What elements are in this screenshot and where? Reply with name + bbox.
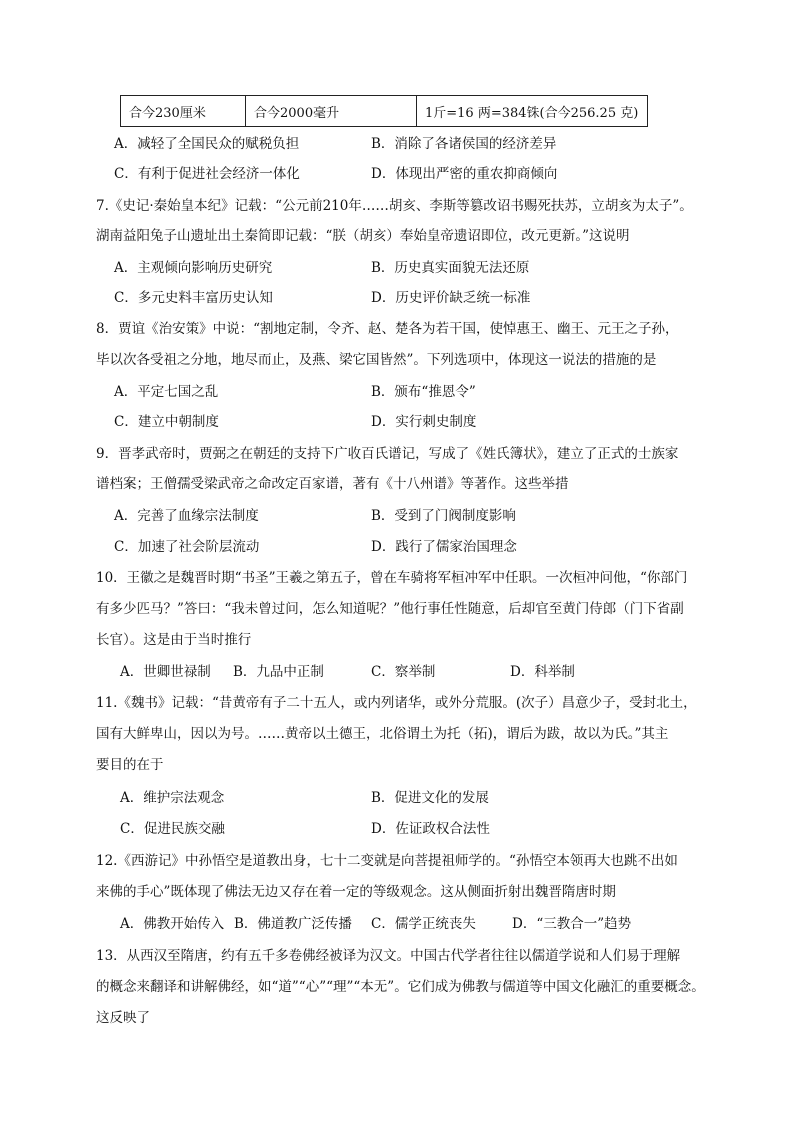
table-cell-volume: 合今2000毫升 [246,96,417,127]
q11-option-b: B．促进文化的发展 [371,790,489,806]
q13-stem-line-1: 13．从西汉至隋唐，约有五千多卷佛经被译为汉文。中国古代学者往往以儒道学说和人们易于理解 [96,948,681,964]
q12-option-a: A．佛教开始传入 [120,916,225,932]
q8-stem-line-2: 毕以次各受祖之分地，地尽而止，及燕、梁它国皆然”。下列选项中，体现这一说法的措施的是 [96,352,657,368]
q7-option-a: A．主观倾向影响历史研究 [114,260,273,276]
q12-option-d: D．“三教合一”趋势 [512,916,632,932]
q13-stem-line-2: 的概念来翻译和讲解佛经，如“道”“心”“理”“本无”。它们成为佛教与儒道等中国文化融汇的重要概念。 [96,979,705,995]
q11-option-a: A．维护宗法观念 [120,790,225,806]
q8-option-a: A．平定七国之乱 [114,384,219,400]
q10-stem-line-2: 有多少匹马？”答曰：“我未曾过问，怎么知道呢？”他行事任性随意，后却官至黄门侍郎（门下省副 [96,601,684,617]
measurement-table [120,95,648,127]
q10-stem-line-3: 长官）。这是由于当时推行 [96,632,252,648]
q6-option-d: D．体现出严密的重农抑商倾向 [371,166,558,182]
q10-option-c: C．察举制 [371,664,436,680]
q11-stem-line-2: 国有大鲜卑山，因以为号。……黄帝以土德王，北俗谓土为托（拓)，谓后为跋，故以为氏。”其主 [96,726,669,742]
q6-option-a: A．减轻了全国民众的赋税负担 [114,136,300,152]
q11-stem-line-3: 要目的在于 [96,757,164,773]
q12-stem-line-2: 来佛的手心”既体现了佛法无边又存在着一定的等级观念。这从侧面折射出魏晋隋唐时期 [96,884,616,900]
q10-stem-line-1: 10．王徽之是魏晋时期“书圣”王羲之第五子，曾在车骑将军桓冲军中任职。一次桓冲问他，“你部门 [96,570,688,586]
table-row [121,96,648,127]
q9-option-a: A．完善了血缘宗法制度 [114,508,259,524]
q10-option-d: D．科举制 [510,664,575,680]
q7-stem-line-2: 湖南益阳兔子山遗址出土秦简即记载：“朕（胡亥）奉始皇帝遗诏即位，改元更新。”这说明 [96,228,630,244]
q11-option-c: C．促进民族交融 [120,821,225,837]
q7-option-b: B．历史真实面貌无法还原 [371,260,530,276]
q9-stem-line-2: 谱档案；王僧孺受梁武帝之命改定百家谱，著有《十八州谱》等著作。这些举措 [96,476,569,492]
q8-stem-line-1: 8．贾谊《治安策》中说：“割地定制，令齐、赵、楚各为若干国，使悼惠王、幽王、元王之子孙， [96,321,679,337]
q8-option-c: C．建立中朝制度 [114,414,219,430]
table-cell-weight: 1斤=16 两=384铢(合今256.25 克) [417,96,648,127]
q9-option-d: D．践行了儒家治国理念 [371,539,517,555]
q7-option-c: C．多元史料丰富历史认知 [114,290,273,306]
q7-stem-line-1: 7.《史记·秦始皇本纪》记载：“公元前210年……胡亥、李斯等篡改诏书赐死扶苏，立胡亥为太子”。 [96,198,693,214]
q7-option-d: D．历史评价缺乏统一标准 [371,290,531,306]
q8-option-b: B．颁布“推恩令” [371,384,476,400]
q11-option-d: D．佐证政权合法性 [371,821,490,837]
table-cell-length: 合今230厘米 [121,96,246,127]
q8-option-d: D．实行刺史制度 [371,414,477,430]
q10-option-b: B．九品中正制 [233,664,324,680]
q9-option-c: C．加速了社会阶层流动 [114,539,260,555]
q11-stem-line-1: 11.《魏书》记载：“昔黄帝有子二十五人，或内列诸华，或外分荒服。(次子）昌意少子，受封北土， [96,695,697,711]
q10-option-a: A．世卿世禄制 [120,664,211,680]
q6-option-b: B．消除了各诸侯国的经济差异 [371,136,557,152]
q12-stem-line-1: 12.《西游记》中孙悟空是道教出身，七十二变就是向菩提祖师学的。“孙悟空本领再大也跳不出如 [96,853,678,869]
q9-stem-line-1: 9．晋孝武帝时，贾弼之在朝廷的支持下广收百氏谱记，写成了《姓氏簿状》，建立了正式的士族家 [96,446,679,462]
q6-option-c: C．有利于促进社会经济一体化 [114,166,300,182]
q9-option-b: B．受到了门阀制度影响 [371,508,516,524]
q13-stem-line-3: 这反映了 [96,1010,150,1026]
q12-option-c: C．儒学正统丧失 [371,916,476,932]
q12-option-b: B．佛道教广泛传播 [234,916,352,932]
